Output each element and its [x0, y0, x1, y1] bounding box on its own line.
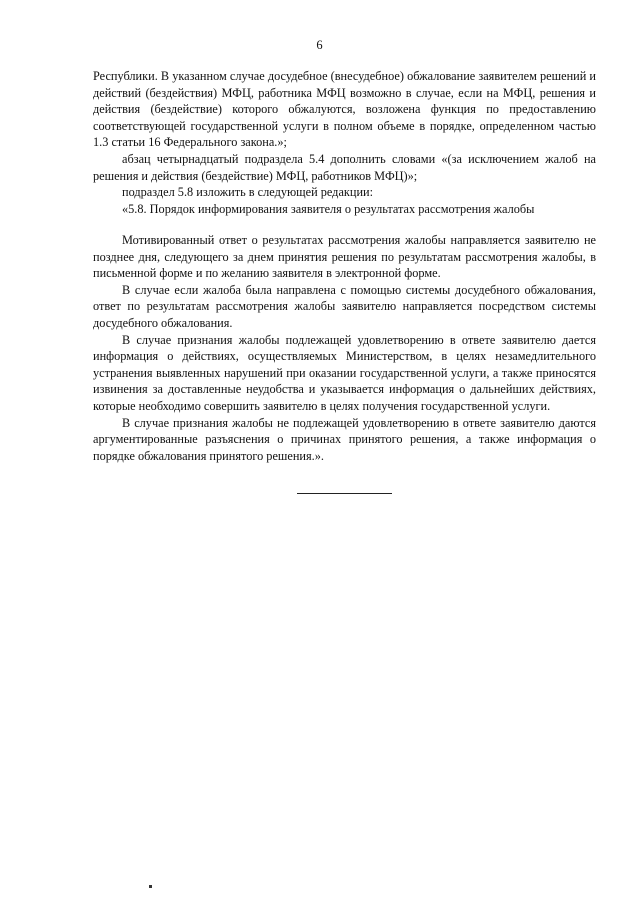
paragraph-amendment-5-4: абзац четырнадцатый подраздела 5.4 дополнить словами «(за исключением жалоб на решения и действия (бездействие) МФЦ, работников МФЦ)»; — [93, 151, 596, 183]
paragraph-complaint-rejected: В случае признания жалобы не подлежащей удовлетворению в ответе заявителю даются аргументированные разъяснения о причинах принятого решения, а также информация о порядке обжалования принятого решения.». — [93, 415, 596, 463]
scan-artifact-dot — [149, 885, 152, 888]
paragraph-pretrial-system: В случае если жалоба была направлена с помощью системы досудебного обжалования, ответ по результатам рассмотрения жалобы заявителю направляется посредством системы досудебного обжалования. — [93, 282, 596, 330]
text-section-5-8-body — [93, 232, 596, 464]
section-heading-5-8: «5.8. Порядок информирования заявителя о результатах рассмотрения жалобы — [122, 201, 535, 216]
end-separator-line — [297, 493, 392, 494]
page-number: 6 — [316, 38, 323, 52]
paragraph-continuation: Республики. В указанном случае досудебное (внесудебное) обжалование заявителем решений и действий (бездействия) МФЦ, работника МФЦ возможно в случае, если на МФЦ, решения и действия (бездействие) которого обжалуются, возложена функция по предоставлению соответствующей государственной услуги в полном объеме в порядке, определенном частью 1.3 статьи 16 Федерального закона.»; — [93, 69, 596, 150]
paragraph-complaint-upheld: В случае признания жалобы подлежащей удовлетворению в ответе заявителю дается информация о действиях, осуществляемых Министерством, в целях незамедлительного устранения выявленных нарушений при оказании государственной услуги, а также приносятся извинения за доставленные неудобства и указывается информация о дальнейших действиях, которые необходимо совершить заявителю в целях получения государственной услуги. — [93, 332, 596, 413]
paragraph-reasoned-response: Мотивированный ответ о результатах рассмотрения жалобы направляется заявителю не позднее дня, следующего за днем принятия решения по результатам рассмотрения жалобы, в письменной форме и по желанию заявителя в электронной форме. — [93, 233, 596, 281]
text-section-amendments — [93, 68, 596, 217]
paragraph-amendment-5-8-intro: подраздел 5.8 изложить в следующей редакции: — [122, 185, 374, 200]
